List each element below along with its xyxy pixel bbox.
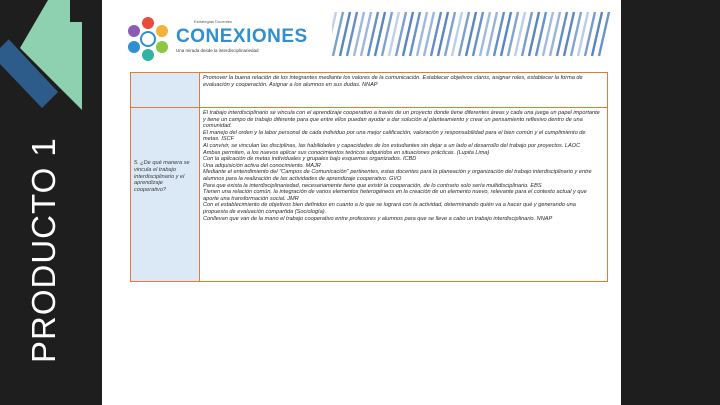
- sidebar-title: PRODUCTO 1: [25, 137, 62, 363]
- answer-line: Al convivir, se vinculan las disciplinas, las habilidades y capacidades de los estudiantes sin dejar a un lado el desarrollo del trabajo por proyectos. LAOC: [203, 142, 581, 149]
- logo-top-text: Estrategias Docentes: [194, 19, 233, 24]
- table-text-cell: [200, 73, 605, 107]
- answer-line: Conllevan que van de la mano el trabajo cooperativo entre profesores y alumnos para que se lleve a cabo un trabajo interdisciplinario. NNAP: [203, 215, 553, 222]
- logo-name: CONEXIONES: [176, 26, 308, 47]
- decorative-corner-shape: [0, 0, 90, 120]
- table-row: [131, 108, 607, 281]
- document-page: [102, 0, 621, 405]
- table-label-cell: [131, 73, 200, 107]
- table-row: [131, 73, 607, 108]
- answer-line: Una adquisición activa del conocimiento. MAJR: [203, 162, 321, 169]
- answer-list: [200, 108, 605, 222]
- answer-line: Mediante el entendimiento del "Campos de Comunicación" pertinentes, estas docentes para la planeación y organización del trabajo interdisciplinario y entre alumnos para la realización de las actividades de aprendizaje cooperativo. GVO: [203, 169, 592, 182]
- decorative-stripes: [332, 10, 617, 58]
- table-text-cell: [200, 108, 605, 281]
- logo-circle-icon: [122, 13, 174, 65]
- row1-text: Promover la buena relación de los integrantes mediante los valores de la comunicación. Establecer objetivos claros, asignar roles, establecer la forma de evaluación y cooperación. Asignar a los alumnos en sus dudas. NNAP: [203, 75, 583, 88]
- question-text: 5. ¿De qué manera se vincula el trabajo interdisciplinario y el aprendizaje cooperativo?: [134, 160, 190, 194]
- answer-line: El manejo del orden y la labor personal de cada individuo por una mejor calificación, valoración y responsabilidad para el bien común y el cumplimiento de metas. ISCF: [203, 129, 586, 143]
- table-label-cell: [131, 108, 200, 281]
- answer-line: Con el establecimiento de objetivos bien definidos en cuanto a lo que se logrará con la actividad, determinando quién va a hacer qué y generando una propuesta de evaluación compartida (Sociología).: [203, 202, 576, 215]
- content-table: [130, 72, 608, 282]
- logo-tagline: Una mirada desde la interdisciplinariedad: [176, 48, 259, 53]
- answer-line: El trabajo interdisciplinario se vincula con el aprendizaje cooperativo a través de un proyecto donde tiene diferentes áreas y cada una juega un papel importante y tiene un campo de trabajo diferente para que entre ellos puedan ayudar a dar solución al planteamiento y crear un pensamiento reflexivo dentro de una comunidad.: [203, 110, 600, 130]
- answer-line: Tienen una relación común, la integración de varios elementos heterogéneos en la creación de un elemento nuevo, relevante para el contexto actual y que aporte una transformación social. JMR: [203, 189, 587, 202]
- answer-line: Para que exista la interdisciplinariedad, necesariamente tiene que existir la cooperación, de lo contrario solo sería multidisciplinario. EBS: [203, 182, 542, 189]
- answer-line: Con la aplicación de metas individuales y grupales bajo esquemas organizados. ICBD: [203, 156, 417, 163]
- answer-line: Ambas permiten, a los nuevos aplicar sus conocimientos teóricos adquiridos en situaciones prácticas. (Lupita Lima): [203, 149, 490, 156]
- conexiones-logo: [120, 10, 310, 68]
